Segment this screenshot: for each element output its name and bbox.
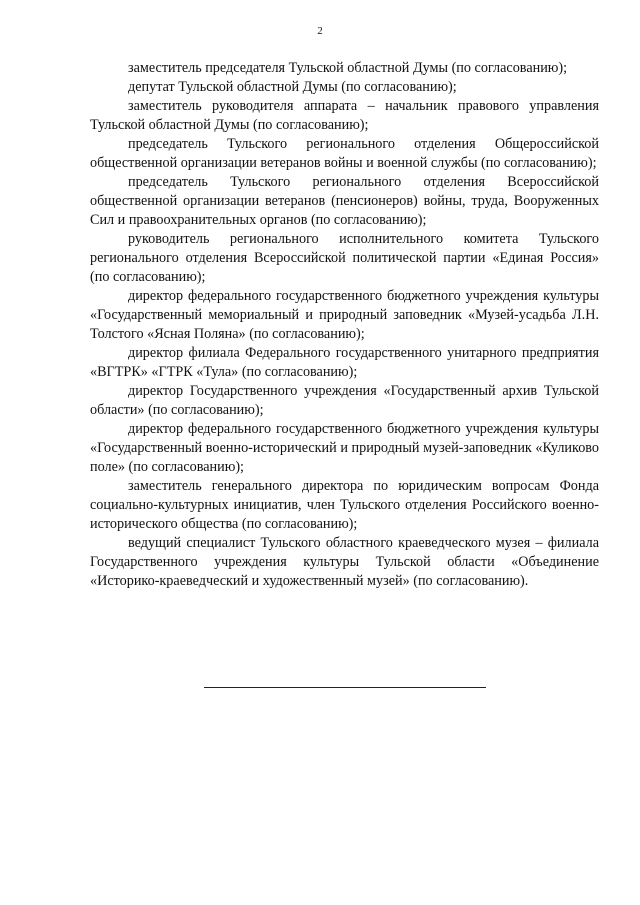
list-item: заместитель руководителя аппарата – начальник правового управления Тульской областной Думы (по согласованию); — [90, 98, 599, 133]
list-item: заместитель председателя Тульской областной Думы (по согласованию); — [128, 60, 568, 76]
list-item: депутат Тульской областной Думы (по согласованию); — [128, 79, 457, 95]
list-item: ведущий специалист Тульского областного краеведческого музея – филиала Государственного учреждения культуры Тульской области «Объединение «Историко-краеведческий и художественный музей» (по согласованию). — [90, 535, 599, 589]
list-item: заместитель генерального директора по юридическим вопросам Фонда социально-культурных инициатив, член Тульского отделения Российского военно-исторического общества (по согласованию); — [90, 478, 599, 532]
end-divider — [204, 687, 486, 688]
page-number: 2 — [317, 25, 323, 37]
member-list — [90, 59, 599, 591]
list-item: председатель Тульского регионального отделения Общероссийской общественной организации ветеранов войны и военной службы (по согласованию); — [90, 136, 599, 171]
list-item: директор федерального государственного бюджетного учреждения культуры «Государственный военно-исторический и природный музей-заповедник «Куликово поле» (по согласованию); — [90, 421, 599, 475]
list-item: руководитель регионального исполнительного комитета Тульского регионального отделения Всероссийской политической партии «Единая Россия» (по согласованию); — [90, 231, 599, 285]
list-item: директор Государственного учреждения «Государственный архив Тульской области» (по согласованию); — [90, 383, 599, 418]
list-item: директор федерального государственного бюджетного учреждения культуры «Государственный мемориальный и природный заповедник «Музей-усадьба Л.Н. Толстого «Ясная Поляна» (по согласованию); — [90, 288, 599, 342]
list-item: председатель Тульского регионального отделения Всероссийской общественной организации ветеранов (пенсионеров) войны, труда, Вооруженных Сил и правоохранительных органов (по согласованию); — [90, 174, 599, 228]
list-item: директор филиала Федерального государственного унитарного предприятия «ВГТРК» «ГТРК «Тула» (по согласованию); — [90, 345, 599, 380]
